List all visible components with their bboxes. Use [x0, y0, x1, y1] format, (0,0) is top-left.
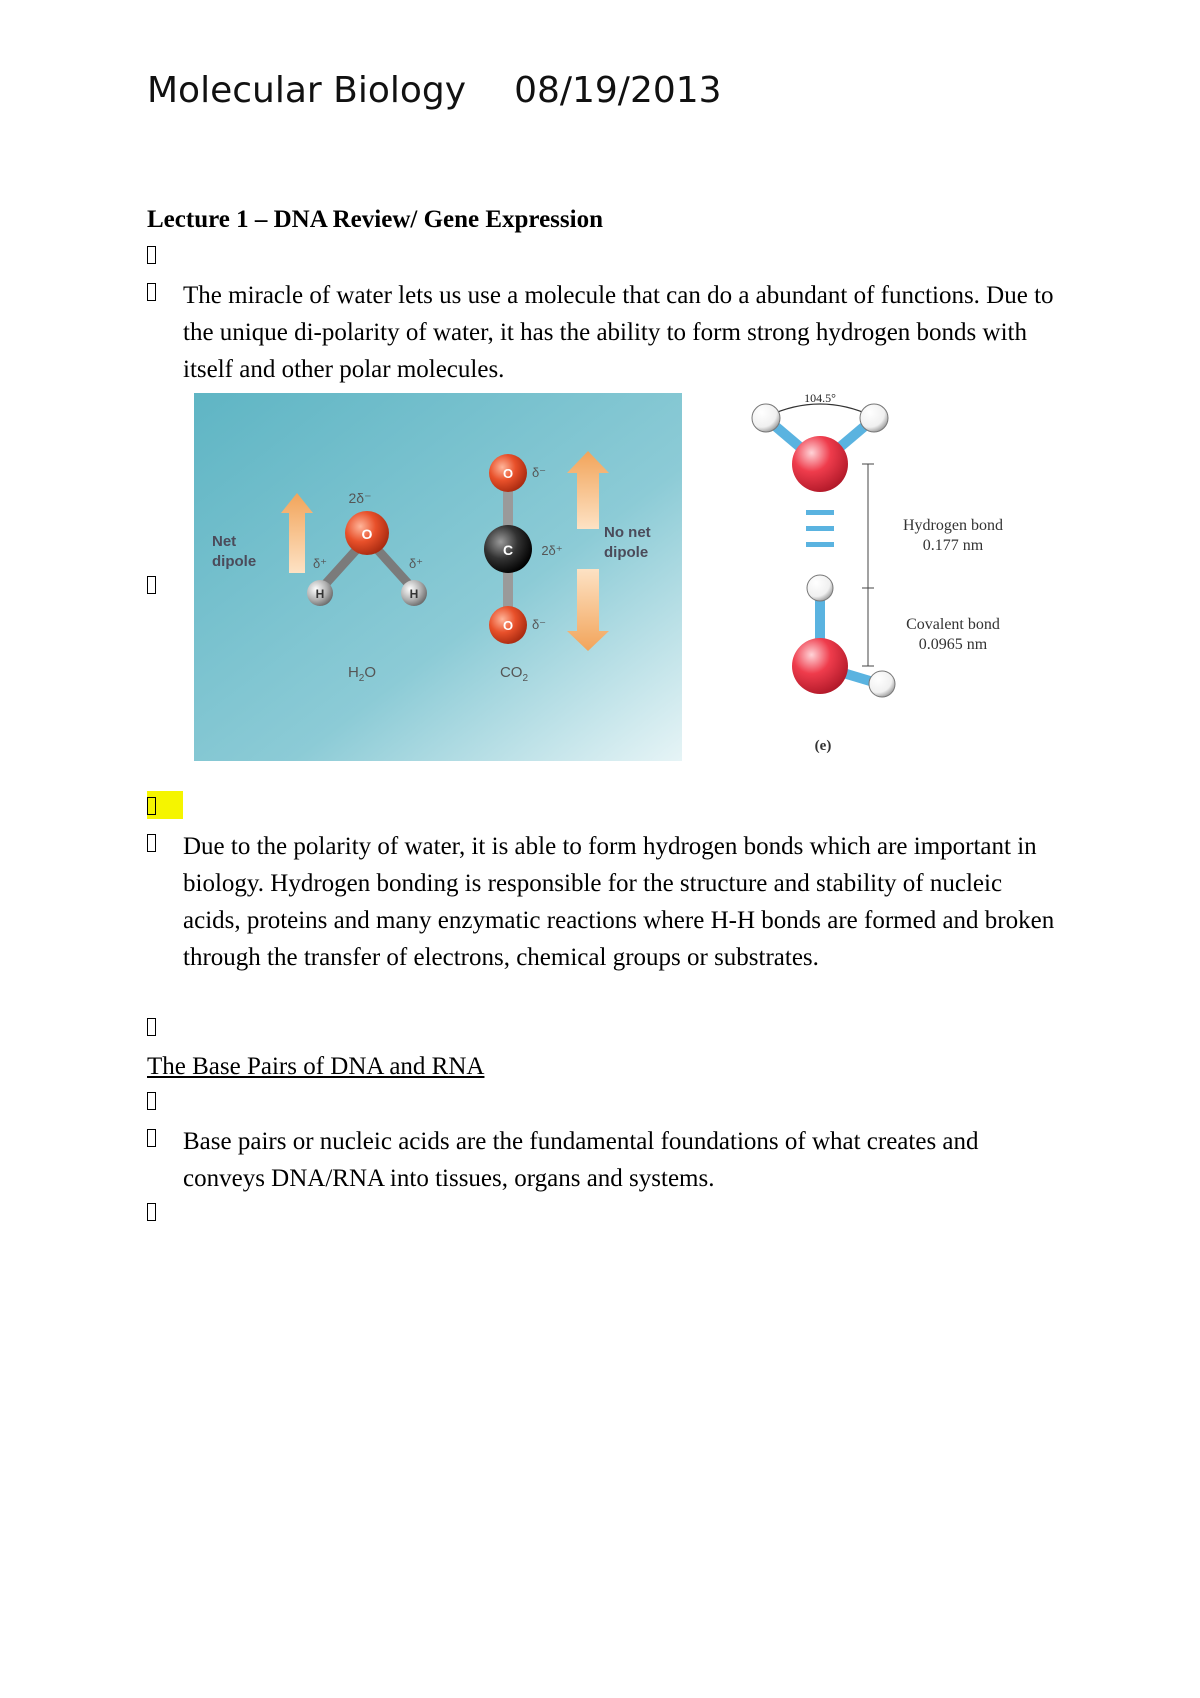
paragraph-polarity: Due to the polarity of water, it is able to form hydrogen bonds which are important in biology. Hydrogen bonding is responsible for the structure and stability of nucleic acids, proteins and many enzymatic reactions where H-H bonds are formed and broken through the transfer of electrons, chemical groups or substrates.	[183, 833, 1055, 971]
paragraph-base-pairs: Base pairs or nucleic acids are the fundamental foundations of what creates and conveys DNA/RNA into tissues, organs and systems.	[183, 1128, 979, 1192]
carbon-atom-label: C	[502, 542, 514, 558]
angle-arc	[768, 404, 872, 416]
no-net-dipole-label-2: dipole	[604, 544, 649, 561]
figure-panel-label: (e)	[814, 738, 832, 754]
hydrogen-atom-label-right: H	[409, 587, 419, 601]
bullet-glyph	[147, 576, 161, 598]
co2-label: $CO_2$	[499, 664, 529, 684]
hydrogen-bond-label: Hydrogen bond	[903, 517, 1003, 534]
bullet-glyph	[147, 797, 161, 819]
hydrogen-atom-label-left: H	[315, 587, 325, 601]
bottom-hydrogen-right	[869, 671, 895, 697]
h2o-label: $H_2O$	[347, 664, 377, 684]
covalent-bond-value: 0.0965 nm	[918, 636, 988, 653]
top-oxygen-atom	[792, 436, 848, 492]
oxygen-bottom-label: O	[502, 618, 514, 633]
net-dipole-label-1: Net	[212, 533, 237, 550]
delta-plus-left: δ⁺	[312, 556, 328, 571]
hydrogen-bond-value: 0.177 nm	[922, 537, 984, 554]
bullet-glyph	[147, 283, 161, 305]
bullet-glyph	[147, 1092, 161, 1114]
top-hydrogen-left	[752, 404, 780, 432]
hbond-dash	[806, 542, 834, 547]
hbond-dash	[806, 510, 834, 515]
dipole-figure	[194, 393, 682, 761]
bottom-hydrogen-top	[807, 575, 833, 601]
top-hydrogen-right	[860, 404, 888, 432]
paragraph-water: The miracle of water lets us use a molecule that can do a abundant of functions. Due to the unique di-polarity of water, it has the ability to form strong hydrogen bonds with itself and other polar molecules.	[183, 282, 1054, 383]
bullet-glyph	[147, 246, 161, 268]
bond-angle-label: 104.5°	[804, 392, 836, 405]
delta-2minus-water: 2δ⁻	[348, 490, 372, 506]
covalent-bond-label: Covalent bond	[906, 616, 1000, 633]
delta-minus-top: δ⁻	[531, 465, 547, 480]
figure-background	[194, 393, 682, 761]
net-dipole-label-2: dipole	[212, 553, 257, 570]
bullet-glyph	[147, 834, 161, 856]
bullet-glyph	[147, 1129, 161, 1151]
lecture-heading: Lecture 1 – DNA Review/ Gene Expression	[147, 206, 603, 233]
oxygen-top-label: O	[502, 466, 514, 481]
course-title: Molecular Biology	[147, 70, 467, 111]
hbond-dash	[806, 526, 834, 531]
bullet-glyph	[147, 1203, 161, 1225]
lecture-date: 08/19/2013	[514, 70, 722, 111]
section-title: The Base Pairs of DNA and RNA	[147, 1053, 485, 1080]
oxygen-atom-label: O	[361, 526, 373, 542]
bottom-oxygen-atom	[792, 638, 848, 694]
bullet-glyph	[147, 1018, 161, 1040]
no-net-dipole-label-1: No net	[604, 524, 651, 541]
hydrogen-bond-figure	[740, 392, 1040, 772]
delta-plus-right: δ⁺	[408, 556, 424, 571]
page-header	[147, 70, 722, 111]
delta-minus-bottom: δ⁻	[531, 617, 547, 632]
delta-2plus-carbon: 2δ⁺	[541, 543, 563, 558]
